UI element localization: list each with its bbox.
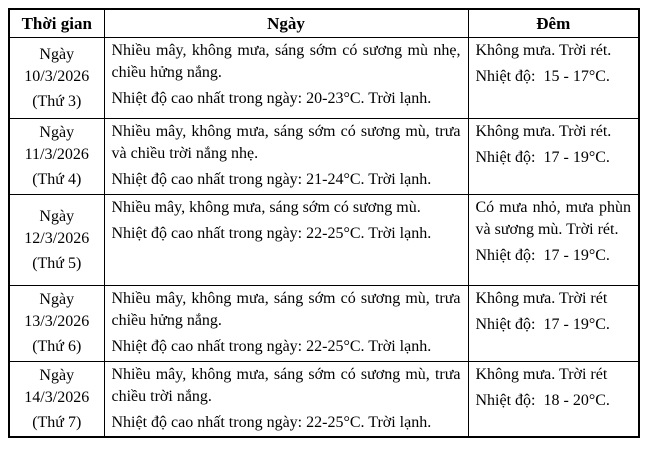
table-row <box>9 362 639 438</box>
date-value: 10/3/2026 <box>24 67 90 85</box>
table-row <box>9 38 639 119</box>
weekday: (Thứ 4) <box>32 171 82 188</box>
column-header-day: Ngày <box>104 9 468 38</box>
column-header-time: Thời gian <box>9 9 104 38</box>
table-row <box>9 195 639 286</box>
time-cell <box>9 195 104 286</box>
night-description: Không mưa. Trời rét. <box>475 42 612 59</box>
night-temperature: Nhiệt độ: 18 - 20°C. <box>475 392 610 409</box>
day-temperature: Nhiệt độ cao nhất trong ngày: 20-23°C. Trời lạnh. <box>111 90 432 107</box>
column-header-night: Đêm <box>468 9 639 38</box>
table-row <box>9 286 639 362</box>
time-cell <box>9 119 104 195</box>
night-description: Không mưa. Trời rét <box>475 290 608 307</box>
table-header-row <box>9 9 639 38</box>
night-forecast-cell <box>468 286 639 362</box>
date-value: 14/3/2026 <box>24 388 90 406</box>
night-forecast-cell <box>468 195 639 286</box>
night-temperature: Nhiệt độ: 15 - 17°C. <box>475 68 610 85</box>
night-temperature: Nhiệt độ: 17 - 19°C. <box>475 316 610 333</box>
date-value: 13/3/2026 <box>24 313 90 330</box>
night-temperature: Nhiệt độ: 17 - 19°C. <box>475 247 610 264</box>
day-temperature: Nhiệt độ cao nhất trong ngày: 22-25°C. Trời lạnh. <box>111 338 432 355</box>
day-forecast-cell <box>104 195 468 286</box>
day-description: Nhiều mây, không mưa, sáng sớm có sương mù, trưa và chiều trời nắng nhẹ. <box>111 123 461 162</box>
day-forecast-cell <box>104 38 468 119</box>
day-forecast-cell <box>104 119 468 195</box>
day-description: Nhiều mây, không mưa, sáng sớm có sương mù, trưa chiều trời nắng. <box>111 366 461 405</box>
night-temperature: Nhiệt độ: 17 - 19°C. <box>475 149 610 166</box>
night-forecast-cell <box>468 119 639 195</box>
weekday: (Thứ 7) <box>32 413 82 431</box>
date-label: Ngày <box>39 291 75 308</box>
weekday: (Thứ 5) <box>32 254 82 272</box>
time-cell <box>9 38 104 119</box>
day-temperature: Nhiệt độ cao nhất trong ngày: 22-25°C. Trời lạnh. <box>111 225 432 242</box>
night-forecast-cell <box>468 38 639 119</box>
night-description: Không mưa. Trời rét. <box>475 123 612 140</box>
date-value: 12/3/2026 <box>24 229 90 247</box>
day-temperature: Nhiệt độ cao nhất trong ngày: 22-25°C. Trời lạnh. <box>111 414 432 431</box>
night-description: Không mưa. Trời rét <box>475 366 608 383</box>
time-cell <box>9 286 104 362</box>
day-forecast-cell <box>104 286 468 362</box>
time-cell <box>9 362 104 438</box>
date-value: 11/3/2026 <box>24 146 89 163</box>
day-temperature: Nhiệt độ cao nhất trong ngày: 21-24°C. Trời lạnh. <box>111 171 432 188</box>
day-description: Nhiều mây, không mưa, sáng sớm có sương mù. <box>111 199 421 216</box>
weather-forecast-table <box>8 8 640 438</box>
weekday: (Thứ 3) <box>32 92 82 110</box>
night-description: Có mưa nhỏ, mưa phùn và sương mù. Trời rét. <box>475 199 631 238</box>
date-label: Ngày <box>39 366 75 384</box>
day-forecast-cell <box>104 362 468 438</box>
day-description: Nhiều mây, không mưa, sáng sớm có sương mù nhẹ, chiều hửng nắng. <box>111 42 461 81</box>
date-label: Ngày <box>39 45 75 63</box>
date-label: Ngày <box>39 124 75 141</box>
table-row <box>9 119 639 195</box>
night-forecast-cell <box>468 362 639 438</box>
date-label: Ngày <box>39 207 75 225</box>
weekday: (Thứ 6) <box>32 338 82 355</box>
day-description: Nhiều mây, không mưa, sáng sớm có sương mù, trưa chiều hửng nắng. <box>111 290 461 329</box>
